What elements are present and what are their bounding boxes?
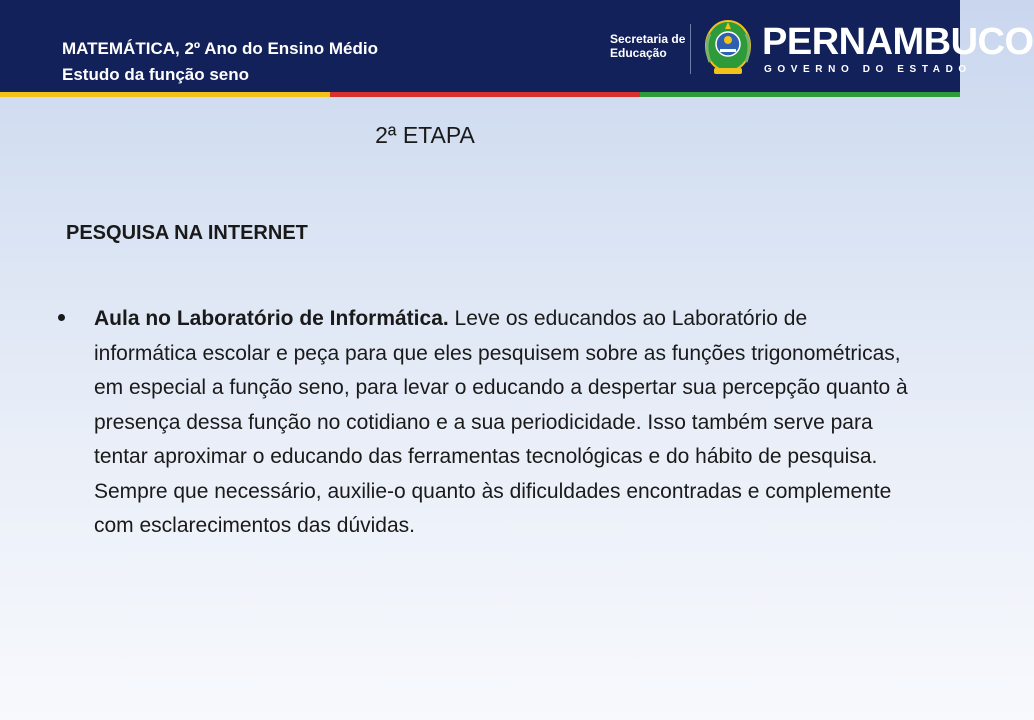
header-banner xyxy=(0,0,1034,92)
header-divider xyxy=(690,24,691,74)
stripe-yellow xyxy=(0,92,330,97)
bullet-body: Leve os educandos ao Laboratório de informática escolar e peça para que eles pesquisem sobre as funções trigonométricas, em especial a função seno, para levar o educando a despertar sua percepção quanto à presença dessa função no cotidiano e a sua periodicidade. Isso também serve para tentar aproximar o educando das ferramentas tecnológicas e do hábito de pesquisa. Sempre que necessário, auxilie-o quanto às dificuldades encontradas e complemente com esclarecimentos das dúvidas. xyxy=(94,307,908,537)
section-title: PESQUISA NA INTERNET xyxy=(66,222,308,244)
bullet-item xyxy=(58,302,914,544)
bullet-dot-icon xyxy=(58,314,65,321)
brand-subtitle: GOVERNO DO ESTADO xyxy=(764,64,972,75)
secretaria-label xyxy=(610,32,685,60)
header-title-line1: MATEMÁTICA, 2º Ano do Ensino Médio xyxy=(62,39,378,58)
bullet-text xyxy=(94,302,914,544)
bullet-bold-lead: Aula no Laboratório de Informática. xyxy=(94,307,449,330)
stripe-green xyxy=(640,92,960,97)
secretaria-line2: Educação xyxy=(610,46,667,60)
brand-name: PERNAMBUCO xyxy=(762,21,1034,63)
secretaria-line1: Secretaria de xyxy=(610,32,686,46)
header-title xyxy=(62,36,378,88)
stripe-red xyxy=(330,92,640,97)
header-color-stripe xyxy=(0,92,960,97)
stage-title: 2ª ETAPA xyxy=(375,122,475,148)
header-title-line2: Estudo da função seno xyxy=(62,65,250,84)
state-crest-icon xyxy=(700,16,756,80)
